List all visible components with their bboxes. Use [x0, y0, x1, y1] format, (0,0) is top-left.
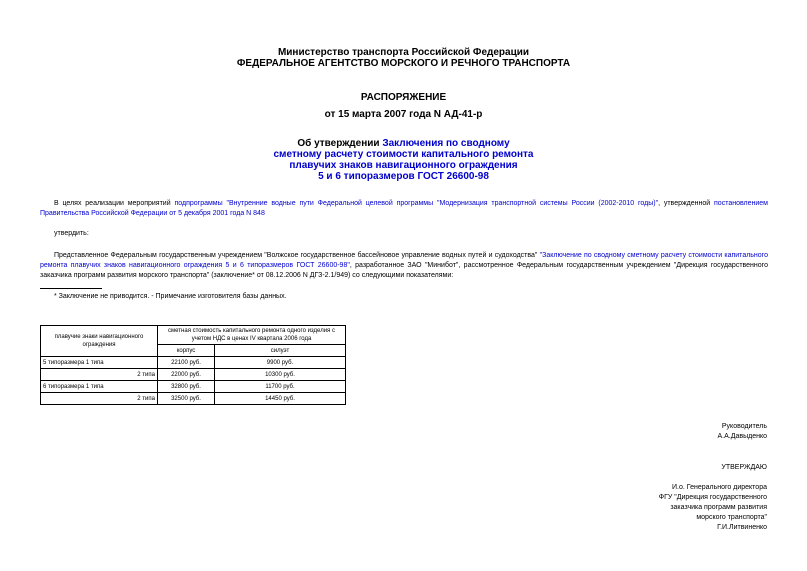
table-header-row — [41, 326, 346, 345]
signature-role: Руководитель — [721, 423, 767, 430]
title-prefix: Об утверждении — [297, 138, 383, 149]
header-buoys: плавучие знаки навигационного ограждения — [41, 326, 158, 357]
table-row — [41, 369, 346, 381]
row-name: 2 типа — [41, 393, 158, 405]
para3-text-b: , разработанное ЗАО "Минибот", рассмотренное Федеральным государственным учреждением "Дирекция государственного заказчика программ развития морского транспорта" (заключение* от 08.12.2006 N ДГЗ-2.1/949) со следующими показателями: — [40, 262, 768, 279]
approve-line-5: Г.И.Литвиненко — [717, 524, 767, 531]
row-name: 5 типоразмера 1 типа — [41, 357, 158, 369]
row-silut: 9900 руб. — [215, 357, 346, 369]
para3-text-a: Представленное Федеральным государственным учреждением "Волжское государственное бассейновое управление водных путей и судоходства" — [54, 252, 540, 259]
row-silut: 14450 руб. — [215, 393, 346, 405]
row-silut: 10300 руб. — [215, 369, 346, 381]
header-silut: силуэт — [215, 345, 346, 357]
approve-line-3: заказчика программ развития — [670, 504, 767, 511]
row-name: 6 типоразмера 1 типа — [41, 381, 158, 393]
title-link[interactable]: Заключения по сводному — [382, 138, 510, 149]
ministry-name: Министерство транспорта Российской Федерации — [277, 47, 530, 58]
signature-name: А.А.Давыденко — [717, 433, 767, 440]
row-korpus: 22100 руб. — [158, 357, 215, 369]
paragraph-3 — [40, 251, 768, 281]
table-row — [41, 357, 346, 369]
row-korpus: 32800 руб. — [158, 381, 215, 393]
signature-block — [718, 422, 768, 442]
title-line-2[interactable]: сметному расчету стоимости капитального ремонта — [273, 149, 534, 160]
para2-text: утвердить: — [54, 230, 89, 237]
table-row — [41, 381, 346, 393]
cost-table — [40, 325, 346, 405]
title-line-4[interactable]: 5 и 6 типоразмеров ГОСТ 26600-98 — [318, 171, 489, 182]
doc-title — [0, 138, 807, 182]
header-cost: сметная стоимость капитального ремонта одного изделия с учетом НДС в ценах IV квартала 2006 года — [158, 326, 346, 345]
agency-name: ФЕДЕРАЛЬНОЕ АГЕНТСТВО МОРСКОГО И РЕЧНОГО ТРАНСПОРТА — [236, 58, 571, 69]
row-korpus: 22000 руб. — [158, 369, 215, 381]
doc-type: РАСПОРЯЖЕНИЕ — [360, 92, 447, 103]
row-silut: 11700 руб. — [215, 381, 346, 393]
table-row — [41, 393, 346, 405]
government-decree-link[interactable]: постановлением Правительства Российской Федерации от 5 декабря 2001 года N 848 — [40, 200, 768, 217]
footnote-divider — [40, 288, 102, 289]
subprogram-link[interactable]: подпрограммы "Внутренние водные пути Федеральной целевой программы "Модернизация транспортной системы России (2002-2010 годы)" — [174, 200, 659, 207]
approve-line-1: И.о. Генерального директора — [672, 484, 767, 491]
footnote: * Заключение не приводится. - Примечание изготовителя базы данных. — [54, 293, 287, 300]
title-line-3[interactable]: плавучих знаков навигационного ограждения — [289, 160, 518, 171]
row-korpus: 32500 руб. — [158, 393, 215, 405]
paragraph-1 — [40, 199, 768, 219]
title-line-1 — [0, 138, 807, 149]
approve-line-2: ФГУ "Дирекция государственного — [658, 494, 767, 501]
row-name: 2 типа — [41, 369, 158, 381]
para1-text-b: , утвержденной — [658, 200, 715, 207]
approve-block — [659, 483, 767, 533]
header-korpus: корпус — [158, 345, 215, 357]
doc-date-number: от 15 марта 2007 года N АД-41-р — [324, 109, 483, 120]
conclusion-link[interactable]: "Заключение по сводному сметному расчету стоимости капитального ремонта плавучих знаков навигационного ограждения 5 и 6 типоразмеров ГОСТ 26600-98" — [40, 252, 768, 269]
approve-line-4: морского транспорта" — [696, 514, 767, 521]
para1-text-a: В целях реализации мероприятий — [54, 200, 175, 207]
paragraph-2 — [40, 229, 768, 239]
approve-label: УТВЕРЖДАЮ — [721, 464, 767, 471]
